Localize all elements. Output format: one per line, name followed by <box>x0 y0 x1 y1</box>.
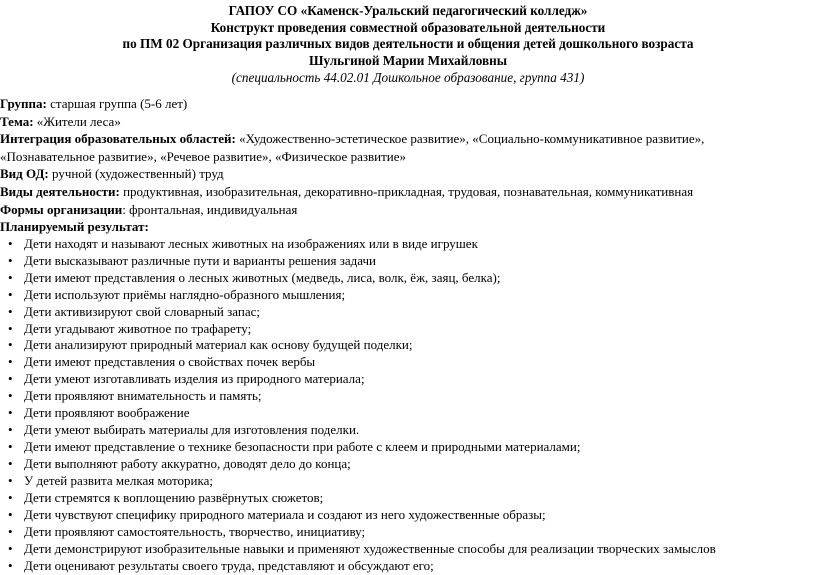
integration-value-cont: «Познавательное развитие», «Речевое развитие», «Физическое развитие» <box>0 148 406 164</box>
result-item: • Дети стремятся к воплощению развёрнутых сюжетов; <box>0 490 812 507</box>
specialty-info: (специальность 44.02.01 Дошкольное образование, группа 431) <box>231 70 585 85</box>
module-title: по ПМ 02 Организация различных видов деятельности и общения детей дошкольного возраста <box>122 36 694 51</box>
results-list <box>0 236 812 575</box>
result-item: • Дети угадывают животное по трафарету; <box>0 321 812 338</box>
result-item: • Дети оценивают результаты своего труда, представляют и обсуждают его; <box>0 558 812 575</box>
forms-value: : фронтальная, индивидуальная <box>122 201 298 217</box>
od-value: ручной (художественный) труд <box>48 166 224 182</box>
od-row <box>0 165 812 183</box>
result-item: • Дети анализируют природный материал как основу будущей поделки; <box>0 337 812 354</box>
group-row <box>0 95 812 113</box>
group-value: старшая группа (5-6 лет) <box>46 96 188 111</box>
result-item: • Дети используют приёмы наглядно-образного мышления; <box>0 287 812 304</box>
topic-label: Тема: <box>0 113 34 129</box>
result-item: • Дети высказывают различные пути и варианты решения задачи <box>0 253 812 270</box>
result-item: • Дети проявляют самостоятельность, творчество, инициативу; <box>0 524 812 541</box>
result-item: • Дети умеют выбирать материалы для изготовления поделки. <box>0 422 812 439</box>
integration-value: «Художественно-эстетическое развитие», «Социально-коммуникативное развитие», <box>235 131 705 147</box>
result-item: • Дети проявляют воображение <box>0 405 812 422</box>
integration-row <box>0 130 812 148</box>
result-item: • Дети имеют представления о свойствах почек вербы <box>0 354 812 371</box>
integration-row-cont <box>0 148 812 166</box>
activity-value: продуктивная, изобразительная, декоративно-прикладная, трудовая, познавательная, коммуникативная <box>119 183 694 199</box>
result-heading: Планируемый результат: <box>0 219 149 235</box>
result-item: • Дети умеют изготавливать изделия из природного материала; <box>0 371 812 388</box>
result-item: • У детей развита мелкая моторика; <box>0 473 812 490</box>
topic-row <box>0 113 812 131</box>
result-item: • Дети демонстрируют изобразительные навыки и применяют художественные способы для реализации творческих замыслов <box>0 541 812 558</box>
document-title: Конструкт проведения совместной образовательной деятельности <box>210 19 606 35</box>
activity-row <box>0 183 812 201</box>
forms-label: Формы организации <box>0 201 123 217</box>
group-label: Группа: <box>0 96 47 111</box>
college-name: ГАПОУ СО «Каменск-Уральский педагогический колледж» <box>228 3 588 18</box>
topic-value: «Жители леса» <box>33 113 121 129</box>
document-body <box>0 95 812 575</box>
result-item: • Дети имеют представление о технике безопасности при работе с клеем и природными материалами; <box>0 439 812 456</box>
od-label: Вид ОД: <box>0 166 49 182</box>
result-item: • Дети проявляют внимательность и память; <box>0 388 812 405</box>
integration-label: Интеграция образовательных областей: <box>0 131 236 147</box>
result-item: • Дети выполняют работу аккуратно, доводят дело до конца; <box>0 456 812 473</box>
author-name: Шульгиной Марии Михайловны <box>309 52 507 68</box>
result-item: • Дети находят и называют лесных животных на изображениях или в виде игрушек <box>0 236 812 253</box>
result-item: • Дети имеют представления о лесных животных (медведь, лиса, волк, ёж, заяц, белка); <box>0 270 812 287</box>
document-header <box>0 3 816 86</box>
activity-label: Виды деятельности: <box>0 183 120 199</box>
result-item: • Дети чувствуют специфику природного материала и создают из него художественные образы; <box>0 507 812 524</box>
forms-row <box>0 201 812 219</box>
result-item: • Дети активизируют свой словарный запас; <box>0 304 812 321</box>
